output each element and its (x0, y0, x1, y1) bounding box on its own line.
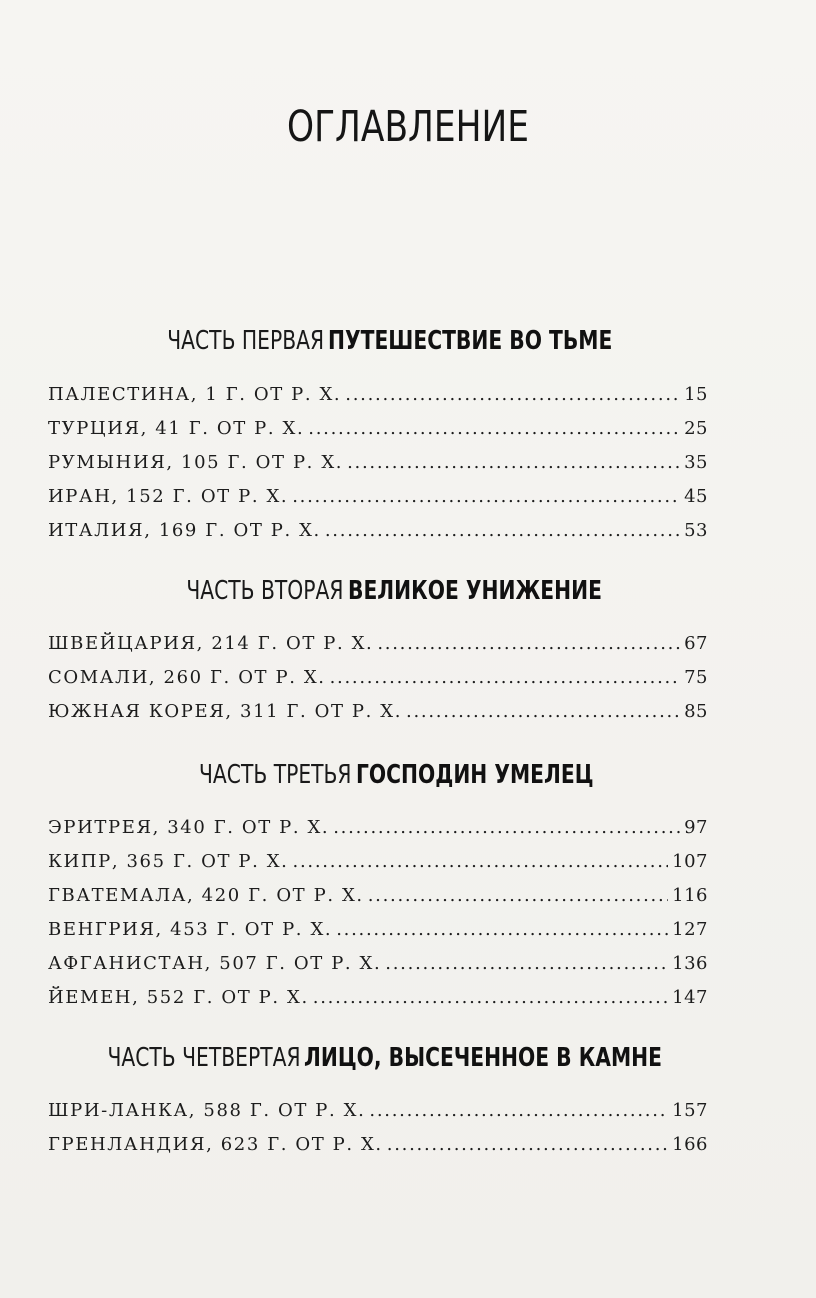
toc-entry[interactable] (48, 919, 708, 940)
toc-entry[interactable] (48, 633, 708, 654)
toc-entry[interactable] (48, 851, 708, 872)
entry-page: 75 (684, 667, 708, 688)
part-number: ЧАСТЬ ЧЕТВЕРТАЯ (107, 1043, 301, 1073)
entry-place: ЮЖНАЯ КОРЕЯ, 311 Г. ОТ Р. Х. (48, 701, 403, 722)
dot-leader (293, 851, 669, 872)
toc-entry[interactable] (48, 953, 708, 974)
entry-place: ШВЕЙЦАРИЯ, 214 Г. ОТ Р. Х. (48, 633, 374, 654)
entry-page: 166 (672, 1134, 708, 1155)
part-heading-4 (0, 1043, 816, 1073)
entry-place: ПАЛЕСТИНА, 1 Г. ОТ Р. Х. (48, 384, 342, 405)
toc-entry[interactable] (48, 817, 708, 838)
entry-page: 157 (672, 1100, 708, 1121)
dot-leader (385, 953, 668, 974)
entry-place: РУМЫНИЯ, 105 Г. ОТ Р. Х. (48, 452, 344, 473)
part-title: ЛИЦО, ВЫСЕЧЕННОЕ В КАМНЕ (304, 1043, 663, 1073)
entry-place: ЭРИТРЕЯ, 340 Г. ОТ Р. Х. (48, 817, 330, 838)
dot-leader (406, 701, 680, 722)
toc-entry[interactable] (48, 418, 708, 439)
entry-page: 127 (672, 919, 708, 940)
entry-page: 116 (672, 885, 708, 906)
part-heading-3 (0, 760, 816, 790)
dot-leader (313, 987, 668, 1008)
entry-place: АФГАНИСТАН, 507 Г. ОТ Р. Х. (48, 953, 382, 974)
entry-page: 15 (684, 384, 708, 405)
toc-entry[interactable] (48, 486, 708, 507)
entry-page: 97 (684, 817, 708, 838)
entry-place: ТУРЦИЯ, 41 Г. ОТ Р. Х. (48, 418, 305, 439)
entry-page: 136 (672, 953, 708, 974)
toc-entry[interactable] (48, 885, 708, 906)
toc-entry[interactable] (48, 452, 708, 473)
entry-page: 85 (684, 701, 708, 722)
dot-leader (387, 1134, 668, 1155)
entry-place: КИПР, 365 Г. ОТ Р. Х. (48, 851, 289, 872)
toc-entry[interactable] (48, 701, 708, 722)
page-title: ОГЛАВЛЕНИЕ (287, 102, 529, 152)
entry-place: СОМАЛИ, 260 Г. ОТ Р. Х. (48, 667, 326, 688)
part-title: ПУТЕШЕСТВИЕ ВО ТЬМЕ (328, 326, 613, 356)
dot-leader (336, 919, 668, 940)
dot-leader (377, 633, 680, 654)
dot-leader (308, 418, 680, 439)
dot-leader (369, 1100, 668, 1121)
part-number: ЧАСТЬ ПЕРВАЯ (167, 326, 325, 356)
toc-entry[interactable] (48, 384, 708, 405)
part-title: ГОСПОДИН УМЕЛЕЦ (355, 760, 594, 790)
entry-place: ИРАН, 152 Г. ОТ Р. Х. (48, 486, 289, 507)
part-title: ВЕЛИКОЕ УНИЖЕНИЕ (347, 576, 602, 606)
part-heading-1 (0, 326, 816, 356)
dot-leader (330, 667, 681, 688)
toc-entry[interactable] (48, 520, 708, 541)
entry-page: 67 (684, 633, 708, 654)
entry-page: 107 (672, 851, 708, 872)
entry-place: ВЕНГРИЯ, 453 Г. ОТ Р. Х. (48, 919, 333, 940)
dot-leader (345, 384, 680, 405)
part-number: ЧАСТЬ ВТОРАЯ (186, 576, 344, 606)
entry-page: 53 (684, 520, 708, 541)
entry-place: ЙЕМЕН, 552 Г. ОТ Р. Х. (48, 987, 309, 1008)
entry-page: 35 (684, 452, 708, 473)
toc-entry[interactable] (48, 1100, 708, 1121)
dot-leader (325, 520, 680, 541)
dot-leader (368, 885, 668, 906)
part-number: ЧАСТЬ ТРЕТЬЯ (199, 760, 352, 790)
dot-leader (347, 452, 680, 473)
entry-page: 45 (684, 486, 708, 507)
dot-leader (333, 817, 680, 838)
toc-entry[interactable] (48, 1134, 708, 1155)
entry-place: ШРИ-ЛАНКА, 588 Г. ОТ Р. Х. (48, 1100, 366, 1121)
toc-entry[interactable] (48, 987, 708, 1008)
entry-place: ГРЕНЛАНДИЯ, 623 Г. ОТ Р. Х. (48, 1134, 383, 1155)
dot-leader (292, 486, 680, 507)
toc-entry[interactable] (48, 667, 708, 688)
part-heading-2 (0, 576, 816, 606)
entry-place: ГВАТЕМАЛА, 420 Г. ОТ Р. Х. (48, 885, 364, 906)
entry-page: 147 (672, 987, 708, 1008)
entry-place: ИТАЛИЯ, 169 Г. ОТ Р. Х. (48, 520, 321, 541)
entry-page: 25 (684, 418, 708, 439)
